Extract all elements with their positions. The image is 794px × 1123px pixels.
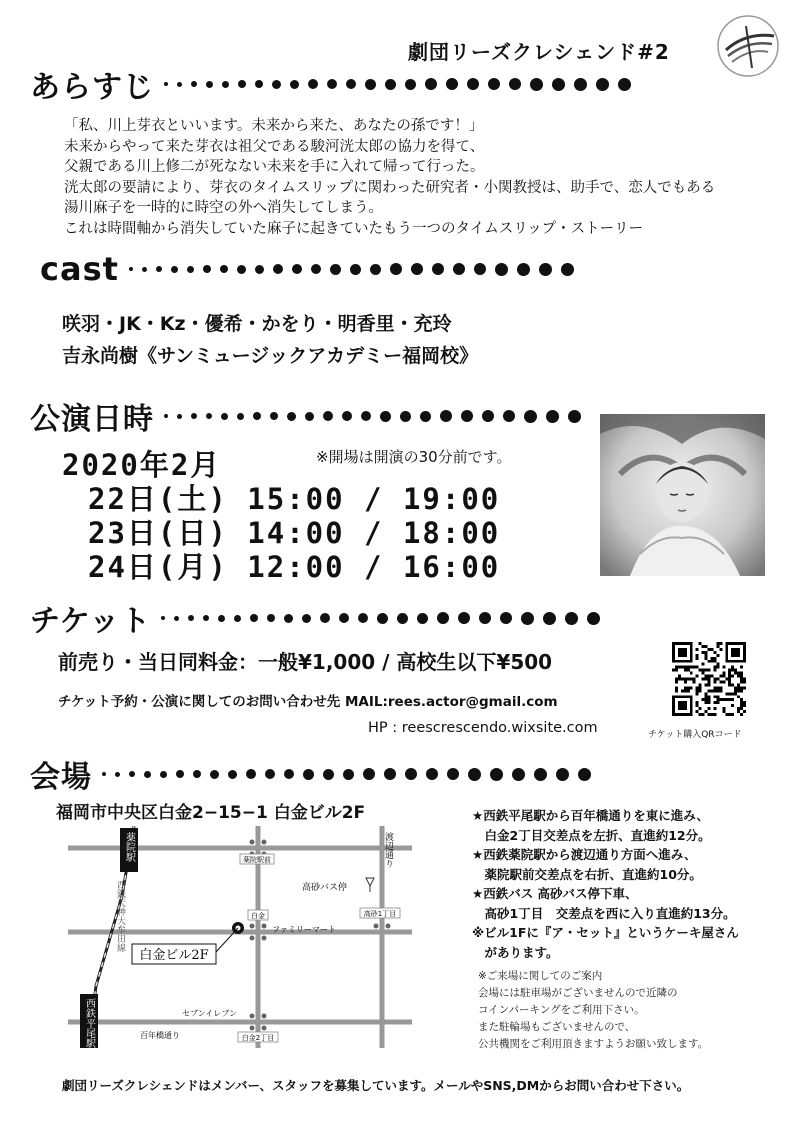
leader-dot (272, 80, 281, 89)
leader-dot (270, 412, 278, 420)
leader-dot (365, 79, 376, 90)
notice-line: 公共機関をご利用頂きますようお願い致します。 (478, 1038, 709, 1050)
leader-dot (411, 263, 423, 275)
leader-dot (188, 615, 194, 621)
synopsis-title: あらすじ (30, 70, 154, 105)
leader-dot (468, 768, 481, 781)
synopsis-line: 洸太郎の要請により、芽衣のタイムスリップに関わった研究者・小関教授は、助手で、恋人でもある (64, 179, 716, 196)
venue-address: 福岡市中央区白金2−15−1 白金ビル2F (56, 803, 366, 823)
leader-dot (539, 263, 552, 276)
leader-dot (552, 78, 565, 91)
recruit-footer: 劇団リーズクレシェンドはメンバー、スタッフを募集しています。メールやSNS,DMからお問い合わせ下さい。 (62, 1078, 690, 1093)
leader-dot (618, 78, 631, 91)
notice-line: ※ご来場に関してのご案内 (478, 970, 603, 982)
leader-dot (350, 264, 361, 275)
leader-dot (400, 411, 411, 422)
leader-dot (417, 613, 428, 624)
leader-dot (479, 612, 491, 624)
leader-dot (370, 264, 381, 275)
leader-dot (218, 615, 225, 622)
leader-dot (330, 264, 341, 275)
leader-dot (534, 768, 547, 781)
station-yakuin-label: 薬院駅 (123, 832, 135, 862)
leader-dot (530, 78, 543, 91)
leader-dot (574, 78, 587, 91)
leader-dot (405, 79, 416, 90)
leader-dot (273, 264, 283, 274)
leader-dot (474, 263, 486, 275)
leader-dot (206, 81, 213, 88)
troupe-name: 劇団リーズクレシェンド#2 (408, 40, 670, 64)
access-line: 薬院駅前交差点を右折、直進約10分。 (472, 866, 702, 882)
leader-dot (290, 80, 299, 89)
schedule-date: 24日(月) 12:00 / 16:00 (88, 550, 501, 584)
leader-dot (265, 769, 275, 779)
website-link[interactable]: HP : reescrescendo.wixsite.com (368, 720, 598, 736)
notice-line: コインパーキングをご利用下さい。 (478, 1004, 645, 1016)
leader-dot (255, 265, 264, 274)
leader-dot (546, 410, 559, 423)
leader-dot (343, 769, 354, 780)
rail-line-label: 西鉄天神大牟田線 (115, 880, 125, 952)
leader-dot (210, 770, 219, 779)
ticket-qr-code[interactable] (672, 642, 746, 716)
leader-dot (397, 613, 408, 624)
leader-dot (405, 768, 417, 780)
leader-dot (425, 78, 437, 90)
section-header-venue (30, 752, 591, 796)
leader-dot (512, 768, 525, 781)
access-directions (472, 806, 739, 962)
section-dots (164, 410, 581, 423)
section-dots (102, 768, 591, 781)
cast-line-2: 吉永尚樹《サンミュージックアカデミー福岡校》 (62, 345, 479, 367)
leader-dot (524, 410, 537, 423)
access-line: ★西鉄薬院駅から渡辺通り方面へ進み、 (472, 847, 697, 862)
leader-dot (561, 263, 574, 276)
leader-dot (517, 263, 530, 276)
leader-dot (482, 410, 494, 422)
leader-dot (305, 412, 314, 421)
leader-dot (500, 612, 512, 624)
leader-dot (320, 613, 330, 623)
leader-dot (144, 771, 151, 778)
access-line: ★西鉄バス 高砂バス停下車、 (472, 886, 638, 901)
section-header-synopsis (30, 62, 631, 106)
leader-dot (358, 613, 368, 623)
section-dots (161, 612, 600, 625)
section-header-cast (40, 250, 574, 288)
leader-dot (302, 614, 311, 623)
leader-dot (390, 263, 402, 275)
leader-dot (384, 768, 396, 780)
schedule-dates (62, 448, 500, 584)
schedule-title: 公演日時 (30, 402, 154, 437)
parking-notice (478, 968, 708, 1053)
actress-photo (600, 414, 765, 576)
leader-dot (346, 79, 356, 89)
access-line: 高砂1丁目 交差点を西に入り直進約13分。 (472, 905, 736, 921)
leader-dot (447, 768, 459, 780)
leader-dot (467, 78, 479, 90)
leader-dot (323, 769, 334, 780)
leader-dot (596, 78, 609, 91)
leader-dot (203, 265, 211, 273)
leader-dot (171, 266, 178, 273)
leader-dot (311, 264, 321, 274)
leader-dot (509, 78, 521, 90)
leader-dot (193, 770, 201, 778)
leader-dot (177, 414, 182, 419)
leader-dot (446, 78, 458, 90)
leader-dot (568, 410, 581, 423)
troupe-logo-icon (716, 14, 780, 78)
open-note: ※開場は開演の30分前です。 (316, 448, 512, 466)
access-line: があります。 (472, 944, 559, 960)
leader-dot (222, 81, 229, 88)
leader-dot (287, 412, 296, 421)
leader-dot (228, 770, 237, 779)
leader-dot (453, 263, 465, 275)
leader-dot (587, 612, 600, 625)
venue-title: 会場 (30, 760, 92, 795)
leader-dot (426, 768, 438, 780)
leader-dot (203, 615, 209, 621)
section-header-schedule (30, 394, 581, 438)
leader-dot (342, 411, 352, 421)
seveneleven-label: セブンイレブン (182, 1009, 237, 1018)
leader-dot (246, 769, 256, 779)
access-line: ★西鉄平尾駅から百年橋通りを東に進み、 (472, 808, 709, 823)
leader-dot (267, 614, 275, 622)
leader-dot (495, 263, 508, 276)
leader-dot (461, 410, 473, 422)
leader-dot (323, 411, 333, 421)
leader-dot (255, 80, 263, 88)
synopsis-line: 湯川麻子を一時的に時空の外へ消失してしまう。 (64, 200, 383, 216)
access-line: ※ビル1Fに『ア・セット』というケーキ屋さん (472, 925, 739, 940)
bus-stop-label: 高砂バス停 (302, 883, 348, 893)
leader-dot (565, 612, 578, 625)
leader-dot (339, 613, 349, 623)
leader-dot (458, 612, 470, 624)
leader-dot (102, 772, 106, 776)
ticket-inquiry[interactable]: チケット予約・公演に関してのお問い合わせ先 MAIL:rees.actor@gmail.com (58, 694, 558, 710)
leader-dot (191, 413, 197, 419)
leader-dot (440, 410, 452, 422)
leader-dot (488, 78, 500, 90)
sign-yakuin: 薬院駅前 (243, 856, 271, 864)
cast-list (62, 308, 478, 372)
leader-dot (206, 413, 212, 419)
leader-dot (490, 768, 503, 781)
synopsis-line: 父親である川上修二が死なない未来を手に入れて帰って行った。 (64, 159, 485, 175)
building-label: 白金ビル2F (139, 948, 209, 963)
watanabe-label: 渡辺通り (383, 832, 393, 868)
leader-dot (238, 80, 246, 88)
leader-dot (284, 769, 294, 779)
sign-shirogane: 白金 (251, 912, 265, 920)
leader-dot (250, 614, 258, 622)
leader-dot (361, 411, 371, 421)
leader-dot (161, 616, 165, 620)
leader-dot (237, 413, 244, 420)
leader-dot (115, 772, 120, 777)
leader-dot (253, 412, 261, 420)
section-dots (164, 78, 631, 91)
schedule-date: 22日(土) 15:00 / 19:00 (88, 482, 501, 516)
leader-dot (543, 612, 556, 625)
leader-dot (164, 414, 168, 418)
venue-map (62, 826, 418, 1048)
leader-dot (221, 413, 228, 420)
sign-takasago: 高砂1丁目 (363, 910, 397, 918)
cast-line-1: 咲羽・JK・Kz・優希・かをり・明香里・充玲 (62, 313, 452, 335)
cast-title: cast (40, 250, 119, 288)
qr-caption: チケット購入QRコード (648, 730, 742, 740)
leader-dot (237, 265, 246, 274)
leader-dot (363, 768, 375, 780)
schedule-date: 23日(日) 14:00 / 18:00 (88, 516, 501, 550)
leader-dot (176, 770, 184, 778)
synopsis-line: これは時間軸から消失していた麻子に起きていたもう一つのタイムスリップ・ストーリー (64, 220, 644, 237)
leader-dot (220, 265, 228, 273)
leader-dot (129, 267, 133, 271)
leader-dot (129, 771, 135, 777)
familymart-label: ファミリーマート (272, 925, 336, 934)
leader-dot (191, 81, 197, 87)
synopsis-line: 未来からやって来た芽衣は祖父である駿河洸太郎の協力を得て、 (64, 138, 485, 155)
leader-dot (234, 615, 241, 622)
ticket-title: チケット (30, 604, 152, 639)
leader-dot (503, 410, 515, 422)
leader-dot (556, 768, 569, 781)
leader-dot (292, 264, 302, 274)
leader-dot (377, 613, 388, 624)
leader-dot (327, 79, 337, 89)
access-line: 白金2丁目交差点を左折、直進約12分。 (472, 827, 711, 843)
ticket-price: 前売り・当日同料金：一般¥1,000 / 高校生以下¥500 (58, 650, 553, 674)
leader-dot (420, 411, 431, 422)
synopsis-line: 「私、川上芽衣といいます。未来から来た、あなたの孫です！」 (64, 118, 484, 134)
synopsis-text (64, 116, 715, 239)
leader-dot (578, 768, 591, 781)
sign-shirogane2: 白金2丁目 (241, 1034, 275, 1042)
leader-dot (174, 616, 179, 621)
station-hirao-label: 西鉄平尾駅 (83, 998, 95, 1048)
leader-dot (177, 82, 182, 87)
leader-dot (142, 267, 147, 272)
leader-dot (303, 769, 314, 780)
leader-dot (380, 411, 391, 422)
leader-dot (432, 263, 444, 275)
section-header-ticket (30, 596, 600, 640)
leader-dot (385, 79, 396, 90)
schedule-month: 2020年2月 (62, 448, 222, 482)
leader-dot (164, 82, 168, 86)
section-dots (129, 263, 574, 276)
leader-dot (156, 266, 162, 272)
leader-dot (437, 612, 449, 624)
leader-dot (521, 612, 534, 625)
leader-dot (187, 266, 194, 273)
notice-line: また駐輪場もございませんので、 (478, 1021, 636, 1033)
notice-line: 会場には駐車場がございませんので近隣の (478, 987, 678, 999)
leader-dot (160, 771, 167, 778)
leader-dot (284, 614, 293, 623)
leader-dot (308, 79, 318, 89)
hyakunen-label: 百年橋通り (140, 1031, 180, 1040)
